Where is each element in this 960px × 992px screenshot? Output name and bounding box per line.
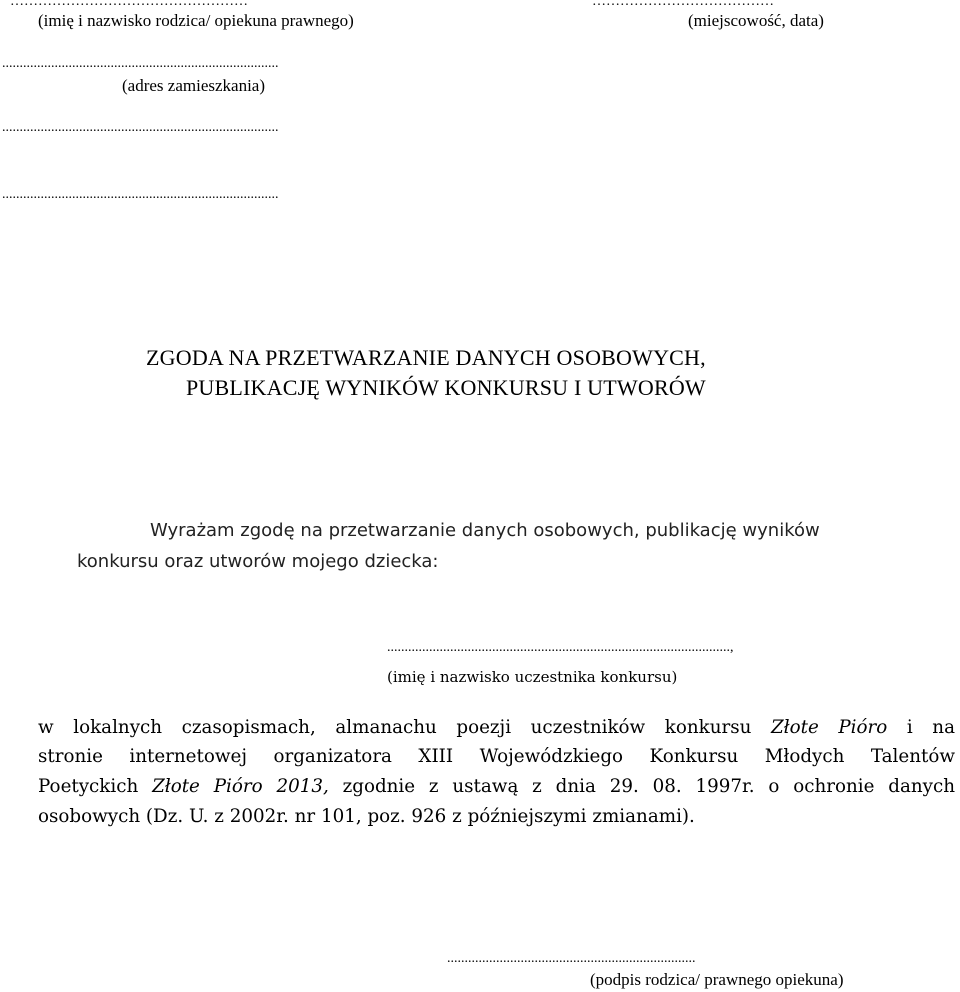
signature-label: (podpis rodzica/ prawnego opiekuna) — [590, 970, 844, 989]
place-date-label: (miejscowość, data) — [688, 11, 824, 30]
consent-line-1: Wyrażam zgodę na przetwarzanie danych osobowych, publikację wyników — [150, 520, 820, 541]
participant-name-label: (imię i nazwisko uczestnika konkursu) — [387, 668, 678, 686]
participant-name-dots: .................................................................................................., — [387, 640, 734, 655]
body-line-3 — [38, 776, 955, 797]
address-dots-3: ............................................................................... — [2, 187, 279, 202]
body-text: w lokalnych czasopismach, almanachu poezji uczestników konkursu — [38, 717, 771, 738]
title-line-2: PUBLIKACJĘ WYNIKÓW KONKURSU I UTWORÓW — [186, 375, 706, 400]
place-date-dots: ………………………………… — [592, 0, 774, 9]
consent-line-2: konkursu oraz utworów mojego dziecka: — [77, 551, 439, 572]
parent-name-label: (imię i nazwisko rodzica/ opiekuna prawnego) — [38, 11, 354, 30]
body-line-4: osobowych (Dz. U. z 2002r. nr 101, poz. 926 z późniejszymi zmianami). — [38, 806, 695, 827]
body-text: Poetyckich — [38, 776, 153, 797]
contest-name: Złote Pióro — [770, 717, 888, 738]
body-line-2: stronie internetowej organizatora XIII Wojewódzkiego Konkursu Młodych Talentów — [38, 746, 955, 767]
signature-dots: ....................................................................... — [447, 951, 696, 966]
title-line-1: ZGODA NA PRZETWARZANIE DANYCH OSOBOWYCH, — [146, 345, 706, 370]
body-text: zgodnie z ustawą z dnia 29. 08. 1997r. o ochronie danych — [328, 776, 955, 797]
contest-name: Złote Pióro 2013, — [152, 776, 329, 797]
body-line-1 — [38, 717, 955, 738]
body-text: i na — [887, 717, 955, 738]
address-label: (adres zamieszkania) — [122, 76, 265, 95]
address-dots-1: ............................................................................... — [2, 56, 279, 71]
parent-name-dots: …………………………………………… — [10, 0, 248, 9]
address-dots-2: ............................................................................... — [2, 120, 279, 135]
